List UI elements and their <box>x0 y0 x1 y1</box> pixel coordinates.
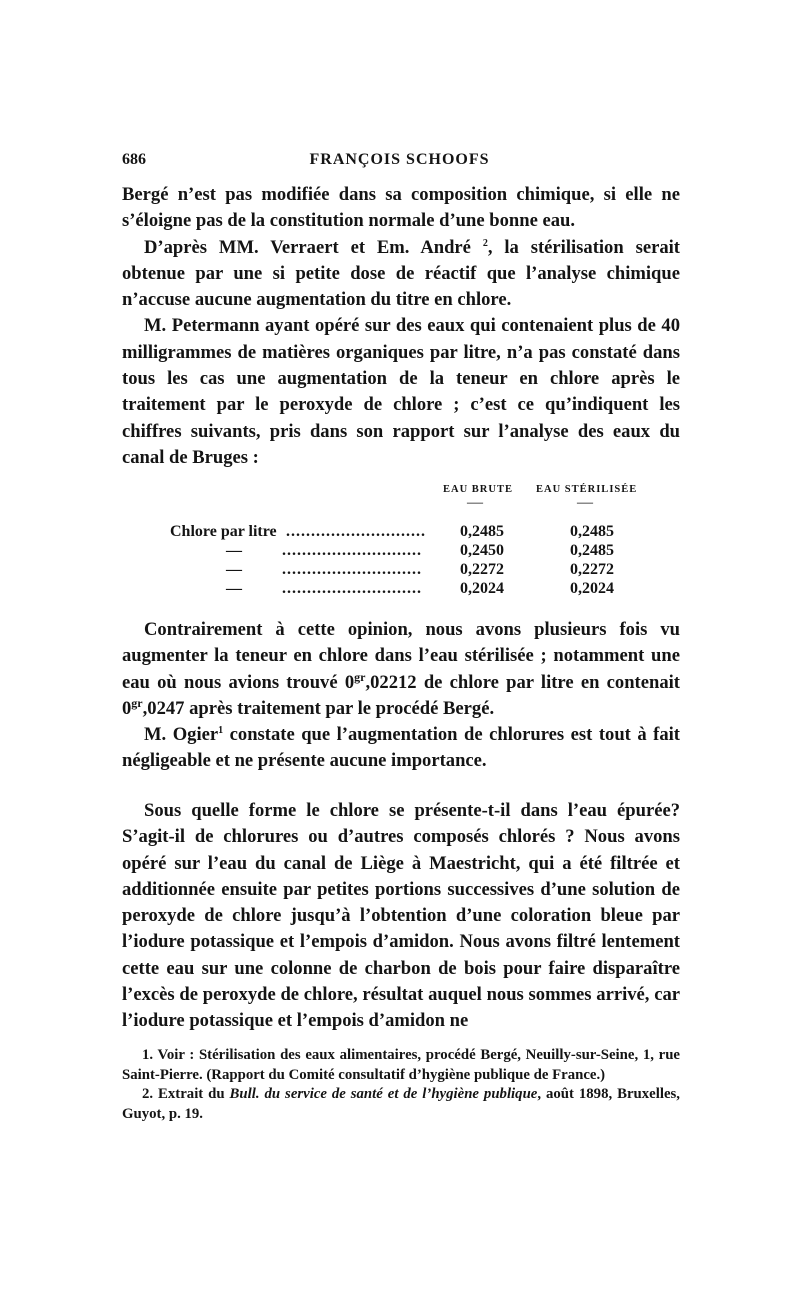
paragraph-contrairement <box>122 617 680 722</box>
row-label: — <box>226 542 242 559</box>
running-head: FRANÇOIS SCHOOFS <box>309 151 490 168</box>
row-leader-dots: ............................ <box>282 580 422 597</box>
table-row <box>122 560 680 580</box>
paragraph-verraert <box>122 235 680 314</box>
column-header-eau-brute: EAU BRUTE <box>443 484 513 495</box>
row-leader-dots: ............................ <box>286 523 426 540</box>
footnote-ref: 1 <box>218 725 224 737</box>
paragraph-ogier <box>122 722 680 775</box>
row-leader-dots: ............................ <box>282 542 422 559</box>
value-eau-brute: 0,2485 <box>460 523 504 540</box>
value-eau-brute: 0,2272 <box>460 561 504 578</box>
column-header-dash: — <box>577 494 593 511</box>
footnote-ref: 2 <box>482 237 488 249</box>
table-row <box>122 541 680 561</box>
paragraph-petermann: M. Petermann ayant opéré sur des eaux qui contenaient plus de 40 milligrammes de matières organiques par litre, n’a pas constaté dans tous les cas une augmentation de la teneur en chlore après le traitement par le peroxyde de chlore ; c’est ce qu’indiquent les chiffres suivants, pris dans son rapport sur l’analyse des eaux du canal de Bruges : <box>122 315 680 468</box>
page-header <box>122 151 677 175</box>
column-header-dash: — <box>467 494 483 511</box>
row-leader-dots: ............................ <box>282 561 422 578</box>
footnote-1: 1. Voir : Stérilisation des eaux alimentaires, procédé Bergé, Neuilly-sur-Seine, 1, rue Saint-Pierre. (Rapport du Comité consultatif d’hygiène publique de France.) <box>122 1047 680 1083</box>
value-eau-sterilisee: 0,2485 <box>570 542 614 559</box>
footnotes <box>122 1046 680 1124</box>
paragraph-text: ,0247 après traitement par le procédé Bergé. <box>142 697 495 719</box>
paragraph-text: , la stérilisation serait obtenue par une si petite dose de réactif que l’analyse chimique n’accuse aucune augmentation du titre en chlore. <box>122 236 680 311</box>
row-label: — <box>226 561 242 578</box>
value-eau-sterilisee: 0,2024 <box>570 580 614 597</box>
page-number: 686 <box>122 151 146 168</box>
text-block-middle <box>122 617 680 775</box>
paragraph-text: ,02212 de chlore par litre en contenait 0 <box>122 671 680 719</box>
footnote-text: , août 1898, Bruxelles, Guyot, p. 19. <box>122 1086 680 1122</box>
unit-gr: gr <box>354 669 366 684</box>
paragraph-text: constate que l’augmentation de chlorures est tout à fait négligeable et ne présente aucune importance. <box>122 724 681 772</box>
text-block-top <box>122 182 680 471</box>
table-row <box>122 522 680 542</box>
paragraph-text: M. Ogier <box>144 724 219 746</box>
paragraph-sous-quelle-forme: Sous quelle forme le chlore se présente-t-il dans l’eau épurée? S’agit-il de chlorures ou d’autres composés chlorés ? Nous avons opéré sur l’eau du canal de Liège à Maestricht, qui a été filtrée et additionnée ensuite par petites portions successives d’une solution de peroxyde de chlore jusqu’à l’obtention d’une coloration bleue par l’iodure potassique et l’empois d’amidon. Nous avons filtré lentement cette eau sur une colonne de charbon de bois pour faire disparaître l’excès de peroxyde de chlore, résultat auquel nous sommes arrivé, car l’iodure potassique et l’empois d’amidon ne <box>122 800 680 1032</box>
footnote-citation-title: Bull. du service de santé et de l’hygiène publique <box>229 1086 538 1102</box>
text-block-bottom <box>122 798 680 1035</box>
value-eau-brute: 0,2024 <box>460 580 504 597</box>
value-eau-brute: 0,2450 <box>460 542 504 559</box>
column-header-eau-sterilisee: EAU STÉRILISÉE <box>536 484 638 495</box>
paragraph-continuation: Bergé n’est pas modifiée dans sa composition chimique, si elle ne s’éloigne pas de la constitution normale d’une bonne eau. <box>122 184 680 232</box>
unit-gr: gr <box>131 695 143 710</box>
paragraph-text: D’après MM. Verraert et Em. André <box>144 236 483 258</box>
row-label: — <box>226 580 242 597</box>
row-label: Chlore par litre <box>170 523 277 540</box>
value-eau-sterilisee: 0,2272 <box>570 561 614 578</box>
value-eau-sterilisee: 0,2485 <box>570 523 614 540</box>
paragraph-text: Contrairement à cette opinion, nous avons plusieurs fois vu augmenter la teneur en chlore dans l’eau stérilisée ; notamment une eau où nous avions trouvé 0 <box>122 619 680 693</box>
table-row <box>122 579 680 599</box>
footnote-text: 2. Extrait du <box>142 1086 230 1102</box>
footnote-2 <box>122 1085 680 1124</box>
